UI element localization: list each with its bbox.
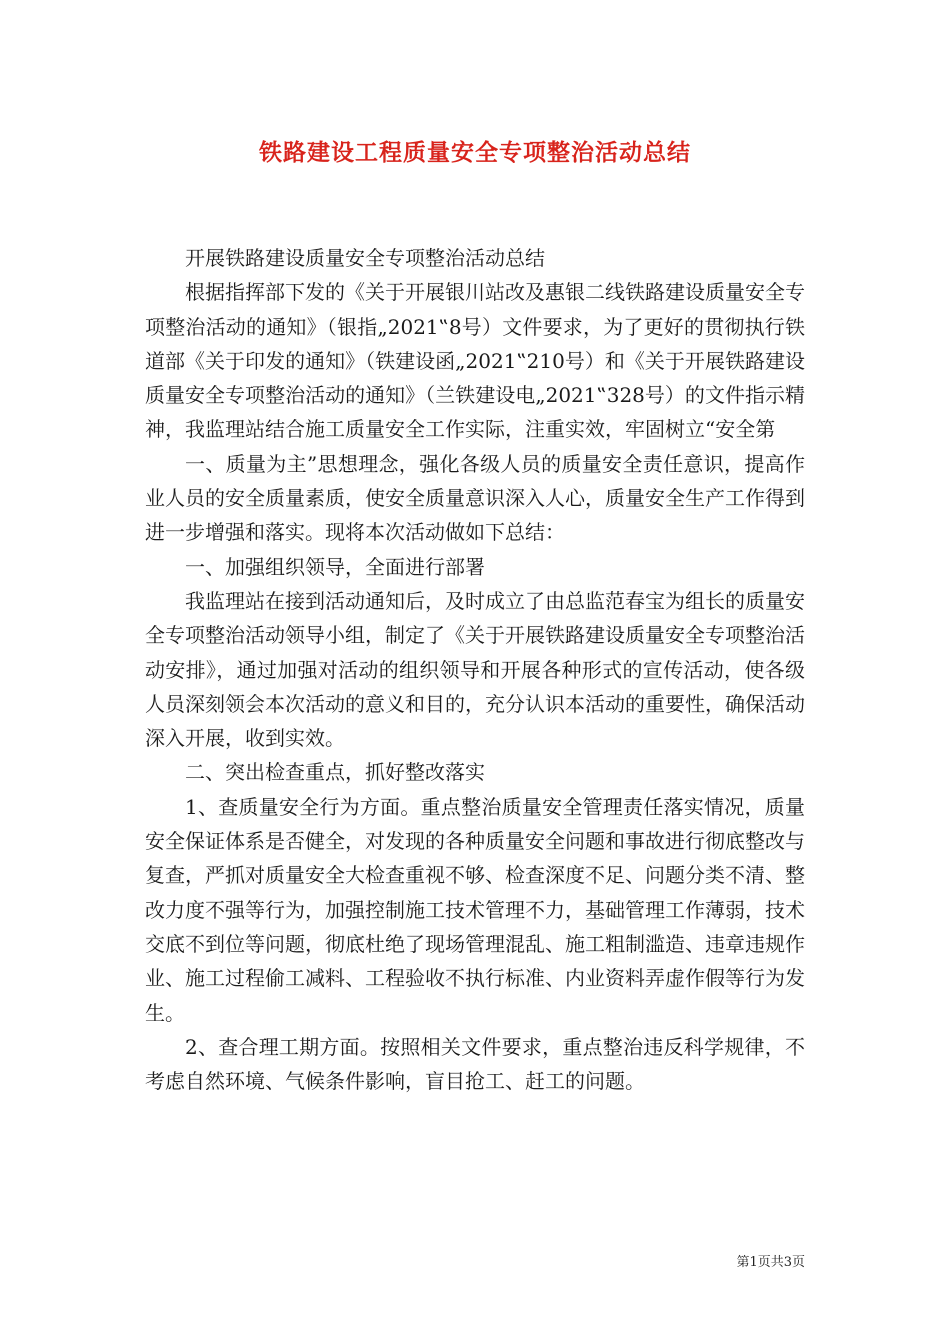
document-body [145,241,805,1098]
section-heading-2: 二、突出检查重点，抓好整改落实 [185,760,485,785]
page-number: 第1页共3页 [736,1255,805,1270]
section-heading-1: 一、加强组织领导，全面进行部署 [185,554,485,579]
paragraph-item-1: 1、查质量安全行为方面。重点整治质量安全管理责任落实情况，质量安全保证体系是否健全，对发现的各种质量安全问题和事故进行彻底整改与复查，严抓对质量安全大检查重视不够、检查深度不足、问题分类不清、整改力度不强等行为，加强控制施工技术管理不力，基础管理工作薄弱，技术交底不到位等问题，彻底杜绝了现场管理混乱、施工粗制滥造、违章违规作业、施工过程偷工减料、工程验收不执行标准、内业资料弄虚作假等行为发生。 [145,794,805,1025]
paragraph-item-2: 2、查合理工期方面。按照相关文件要求，重点整治违反科学规律，不考虑自然环境、气候条件影响，盲目抢工、赶工的问题。 [145,1034,805,1094]
paragraph-intro-cont: 一、质量为主”思想理念，强化各级人员的质量安全责任意识，提高作业人员的安全质量素质，使安全质量意识深入人心，质量安全生产工作得到进一步增强和落实。现将本次活动做如下总结： [145,451,805,545]
document-title: 铁路建设工程质量安全专项整治活动总结 [259,139,691,166]
paragraph-subtitle: 开展铁路建设质量安全专项整治活动总结 [185,246,545,270]
paragraph-section-1: 我监理站在接到活动通知后，及时成立了由总监范春宝为组长的质量安全专项整治活动领导小组，制定了《关于开展铁路建设质量安全专项整治活动安排》，通过加强对活动的组织领导和开展各种形式的宣传活动，使各级人员深刻领会本次活动的意义和目的，充分认识本活动的重要性，确保活动深入开展，收到实效。 [145,588,805,751]
paragraph-intro: 根据指挥部下发的《关于开展银川站改及惠银二线铁路建设质量安全专项整治活动的通知》（银指„2021‟8号）文件要求，为了更好的贯彻执行铁道部《关于印发的通知》（铁建设函„2021‟210号）和《关于开展铁路建设质量安全专项整治活动的通知》（兰铁建设电„2021‟328号）的文件指示精神，我监理站结合施工质量安全工作实际，注重实效，牢固树立“安全第 [145,280,805,442]
